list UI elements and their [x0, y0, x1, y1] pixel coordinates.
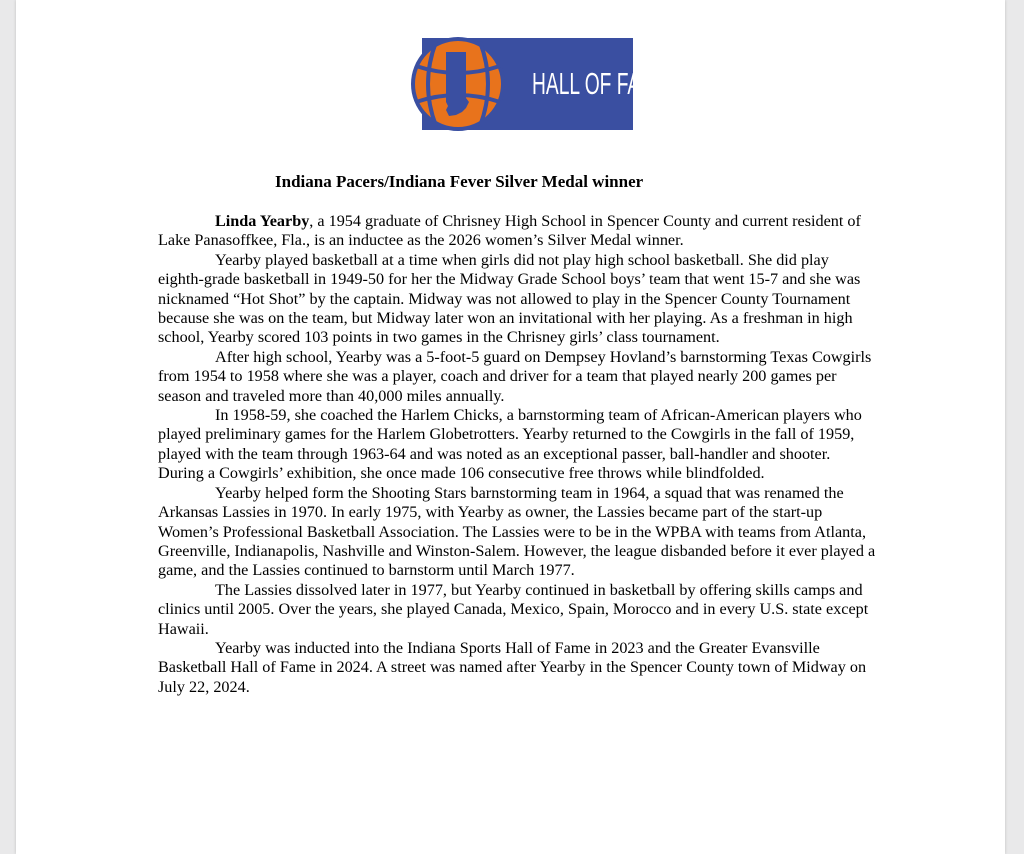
basketball-indiana-icon [406, 36, 518, 132]
article-body [158, 212, 878, 697]
intro-text: , a 1954 graduate of Chrisney High School in Spencer County and current resident of Lake Panasoffkee, Fla., is an inductee as the 2026 women’s Silver Medal winner. [158, 212, 861, 250]
page-title: Indiana Pacers/Indiana Fever Silver Medal winner [275, 172, 644, 191]
paragraph-inductions: Yearby was inducted into the Indiana Sports Hall of Fame in 2023 and the Greater Evansville Basketball Hall of Fame in 2024. A street was named after Yearby in the Spencer County town of Midway on July 22, 2024. [158, 638, 867, 696]
logo-text: HALL OF FAME [532, 66, 670, 101]
paragraph-early-career: Yearby played basketball at a time when girls did not play high school basketball. She did play eighth-grade basketball in 1949-50 for her the Midway Grade School boys’ team that went 15-7 and she was nicknamed “Hot Shot” by the captain. Midway was not allowed to play in the Spencer County Tournament because she was on the team, but Midway later won an invitational with her playing. As a freshman in high school, Yearby scored 103 points in two games in the Chrisney girls’ class tournament. [158, 250, 861, 347]
paragraph-lassies-dissolved: The Lassies dissolved later in 1977, but Yearby continued in basketball by offering skills camps and clinics until 2005. Over the years, she played Canada, Mexico, Spain, Morocco and in every U.S. state except Hawaii. [158, 580, 869, 638]
inductee-name: Linda Yearby [215, 212, 310, 230]
paragraph-harlem-chicks: In 1958-59, she coached the Harlem Chicks, a barnstorming team of African-American players who played preliminary games for the Harlem Globetrotters. Yearby returned to the Cowgirls in the fall of 1959, played with the team through 1963-64 and was noted as an exceptional passer, ball-handler and shooter. During a Cowgirls’ exhibition, she once made 106 consecutive free throws while blindfolded. [158, 406, 862, 483]
document-page [16, 0, 1005, 854]
paragraph-shooting-stars: Yearby helped form the Shooting Stars barnstorming team in 1964, a squad that was renamed the Arkansas Lassies in 1970. In early 1975, with Yearby as owner, the Lassies became part of the start-up Women’s Professional Basketball Association. The Lassies were to be in the WPBA with teams from Atlanta, Greenville, Indianapolis, Nashville and Winston-Salem. However, the league disbanded before it ever played a game, and the Lassies continued to barnstorm until March 1977. [158, 483, 876, 580]
intro-paragraph [158, 212, 878, 251]
hall-of-fame-logo [406, 38, 670, 130]
paragraph-texas-cowgirls: After high school, Yearby was a 5-foot-5 guard on Dempsey Hovland’s barnstorming Texas Cowgirls from 1954 to 1958 where she was a player, coach and driver for a team that played nearly 200 games per season and traveled more than 40,000 miles annually. [158, 347, 872, 405]
